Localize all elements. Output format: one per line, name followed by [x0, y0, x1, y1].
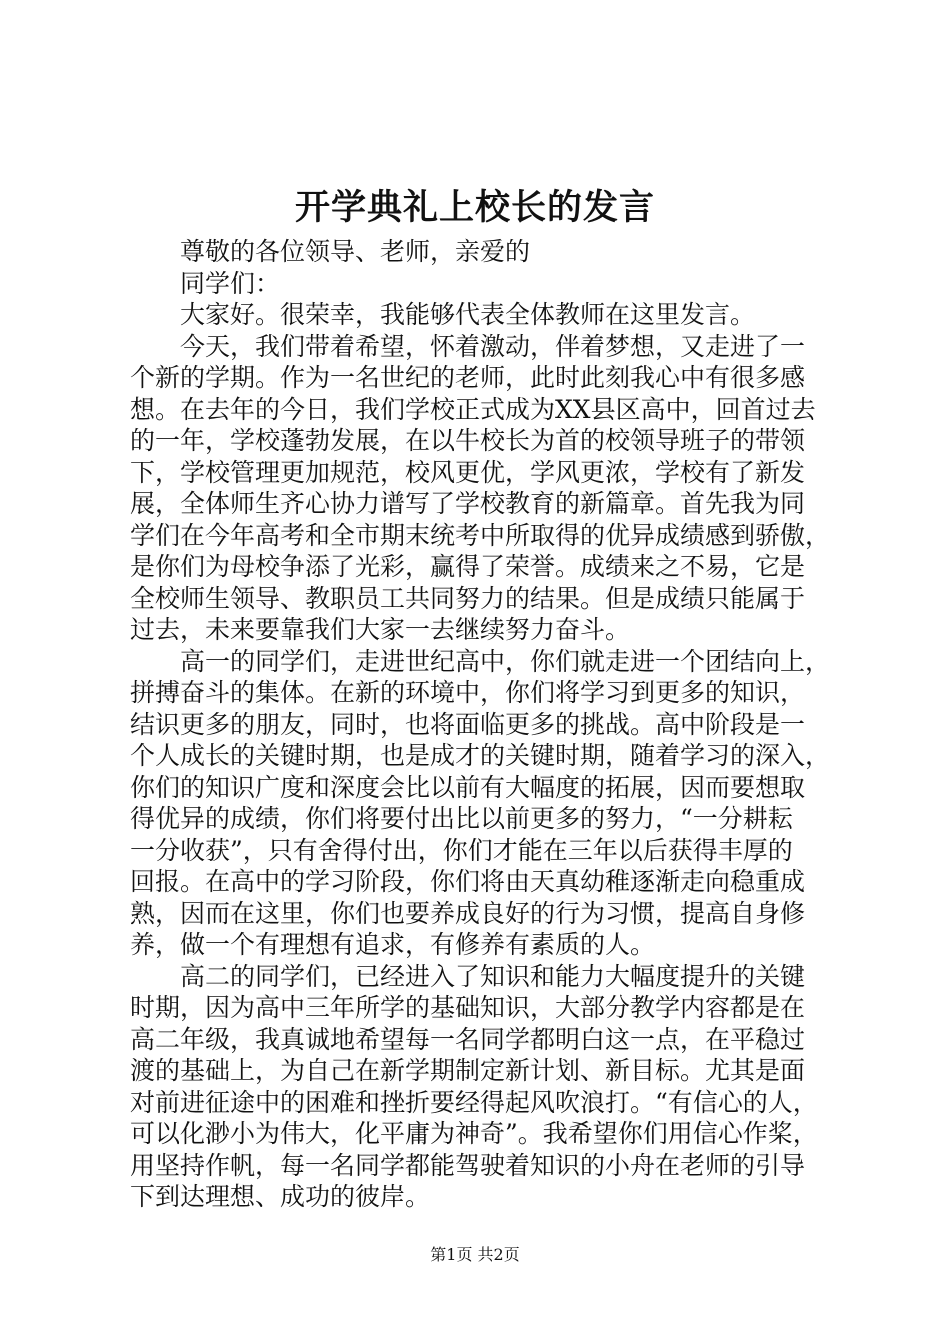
text-line: 拼搏奋斗的集体。在新的环境中，你们将学习到更多的知识，	[130, 678, 806, 707]
text-line: 大家好。很荣幸，我能够代表全体教师在这里发言。	[180, 300, 756, 329]
text-line: 高一的同学们，走进世纪高中，你们就走进一个团结向上，	[180, 646, 830, 676]
text-line: 学们在今年高考和全市期末统考中所取得的优异成绩感到骄傲，	[130, 520, 830, 550]
text-line: 养，做一个有理想有追求，有修养有素质的人。	[130, 930, 656, 959]
text-line: 一分收获”，只有舍得付出，你们才能在三年以后获得丰厚的	[130, 835, 793, 865]
text-line: 高二的同学们，已经进入了知识和能力大幅度提升的关键	[180, 961, 806, 991]
text-line: 你们的知识广度和深度会比以前有大幅度的拓展，因而要想取	[130, 772, 806, 802]
page-footer: 第1页 共2页	[430, 1245, 520, 1264]
document-title: 开学典礼上校长的发言	[294, 187, 655, 228]
text-line: 个新的学期。作为一名世纪的老师，此时此刻我心中有很多感	[130, 363, 806, 392]
text-line: 用坚持作帆，每一名同学都能驾驶着知识的小舟在老师的引导	[130, 1150, 806, 1180]
text-line: 对前进征途中的困难和挫折要经得起风吹浪打。“有信心的人，	[130, 1087, 818, 1117]
text-line: 高二年级，我真诚地希望每一名同学都明白这一点，在平稳过	[130, 1024, 806, 1054]
text-line: 得优异的成绩，你们将要付出比以前更多的努力，“一分耕耘	[130, 804, 793, 833]
text-line: 的一年，学校蓬勃发展，在以牛校长为首的校领导班子的带领	[130, 426, 806, 455]
text-line: 时期，因为高中三年所学的基础知识，大部分教学内容都是在	[130, 993, 806, 1022]
text-line: 尊敬的各位领导、老师，亲爱的	[180, 237, 531, 266]
text-line: 回报。在高中的学习阶段，你们将由天真幼稚逐渐走向稳重成	[130, 867, 806, 896]
document-body	[130, 236, 830, 1213]
text-line: 渡的基础上，为自己在新学期制定新计划、新目标。尤其是面	[130, 1056, 806, 1085]
text-line: 今天，我们带着希望，怀着激动，伴着梦想，又走进了一	[180, 331, 806, 361]
text-line: 下，学校管理更加规范，校风更优，学风更浓，学校有了新发	[130, 457, 806, 487]
text-line: 全校师生领导、教职员工共同努力的结果。但是成绩只能属于	[130, 583, 806, 613]
text-line: 可以化渺小为伟大，化平庸为神奇”。我希望你们用信心作桨，	[130, 1119, 818, 1148]
text-line: 个人成长的关键时期，也是成才的关键时期，随着学习的深入，	[130, 741, 830, 770]
text-line: 展，全体师生齐心协力谱写了学校教育的新篇章。首先我为同	[130, 489, 806, 518]
text-line: 想。在去年的今日，我们学校正式成为XX县区高中，回首过去	[130, 394, 816, 424]
text-line: 结识更多的朋友，同时，也将面临更多的挑战。高中阶段是一	[130, 709, 806, 739]
text-line: 是你们为母校争添了光彩，赢得了荣誉。成绩来之不易，它是	[130, 552, 806, 581]
text-line: 同学们：	[180, 268, 281, 298]
text-line: 熟，因而在这里，你们也要养成良好的行为习惯，提高自身修	[130, 898, 806, 928]
text-line: 下到达理想、成功的彼岸。	[130, 1182, 431, 1211]
text-line: 过去，未来要靠我们大家一去继续努力奋斗。	[130, 615, 631, 644]
